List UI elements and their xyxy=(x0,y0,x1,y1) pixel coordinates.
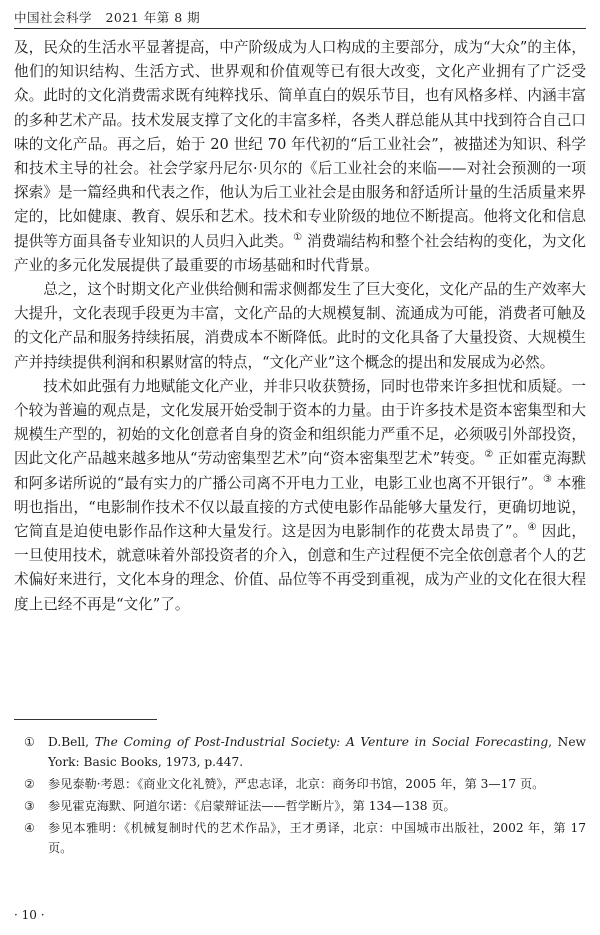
paragraph-3: 技术如此强有力地赋能文化产业，并非只收获赞扬，同时也带来许多担忧和质疑。一个较为普遍的观点是，文化发展开始受制于资本的力量。由于许多技术是资本密集型和大规模生产型的，初始的文化创意者自身的资金和组织能力严重不足，必须吸引外部投资，因此文化产品越来越多地从“劳动密集型艺术”向“资本密集型艺术”转变。② 正如霍克海默和阿多诺所说的“最有实力的广播公司离不开电力工业，电影工业也离不开银行”。③ 本雅明也指出，“电影制作技术不仅以最直接的方式使电影作品能够大量发行，更确切地说，它简直是迫使电影作品作这种大量发行。这是因为电影制作的花费太昂贵了”。④ 因此，一旦使用技术，就意味着外部投资者的介入，创意和生产过程便不完全依创意者个人的艺术偏好来进行，文化本身的理念、价值、品位等不再受到重视，成为产业的文化在很大程度上已经不再是“文化”了。 xyxy=(14,377,587,613)
footnote-2: ② 参见泰勒·考恩：《商业文化礼赞》，严忠志译，北京：商务印书馆，2005 年，第 3—17 页。 xyxy=(14,774,586,794)
footnote-number: ② xyxy=(24,777,35,791)
footnote-ref-3[interactable]: ③ xyxy=(542,473,552,485)
footnote-4: ④ 参见本雅明：《机械复制时代的艺术作品》，王才勇译，北京：中国城市出版社，2002 年，第 17 页。 xyxy=(14,818,586,858)
footnote-rule xyxy=(14,719,157,720)
footnote-ref-4[interactable]: ④ xyxy=(527,522,537,534)
body-text xyxy=(14,36,586,617)
footnote-number: ③ xyxy=(24,799,35,813)
page-number: · 10 · xyxy=(14,908,45,922)
running-header xyxy=(14,8,200,26)
journal-title: 中国社会科学 xyxy=(14,10,93,25)
footnote-ref-2[interactable]: ② xyxy=(484,449,494,461)
book-title: The Coming of Post-Industrial Society: A Venture in Social Forecasting xyxy=(94,735,549,749)
issue-label: 2021 年第 8 期 xyxy=(105,10,201,25)
header-rule xyxy=(14,28,586,29)
paragraph-2: 总之，这个时期文化产业供给侧和需求侧都发生了巨大变化，文化产品的生产效率大大提升，文化表现手段更为丰富，文化产品的大规模复制、流通成为可能，消费者可触及的文化产品和服务持续拓展，消费成本不断降低。此时的文化具备了大量投资、大规模生产并持续提供利润和积累财富的特点，“文化产业”这个概念的提出和发展成为必然。 xyxy=(14,281,586,371)
footnote-ref-1[interactable]: ① xyxy=(293,231,303,243)
footnote-number: ④ xyxy=(24,821,35,835)
footnote-number: ① xyxy=(24,735,35,749)
paragraph-1: 及，民众的生活水平显著提高，中产阶级成为人口构成的主要部分，成为“大众”的主体，他们的知识结构、生活方式、世界观和价值观等已有很大改变，文化产业拥有了广泛受众。此时的文化消费需求既有纯粹找乐、简单直白的娱乐节目，也有风格多样、内涵丰富的多种艺术产品。技术发展支撑了文化的丰富多样，各类人群总能从其中找到符合自己口味的文化产品。再之后，始于 20 世纪 70 年代初的“后工业社会”，被描述为知识、科学和技术主导的社会。社会学家丹尼尔·贝尔的《后工业社会的来临——对社会预测的一项探索》是一篇经典和代表之作，他认为后工业社会是由服务和舒适所计量的生活质量来界定的，比如健康、教育、娱乐和艺术。技术和专业阶级的地位不断提高。他将文化和信息提供等方面具备专业知识的人员归入此类。① 消费端结构和整个社会结构的变化，为文化产业的多元化发展提供了最重要的市场基础和时代背景。 xyxy=(14,39,586,274)
footnote-1: ① D.Bell, The Coming of Post-Industrial Society: A Venture in Social Forecasting, New York: Basic Books, 1973, p.447. xyxy=(14,732,586,772)
footnotes xyxy=(14,732,586,860)
footnote-3: ③ 参见霍克海默、阿道尔诺：《启蒙辩证法——哲学断片》，第 134—138 页。 xyxy=(14,796,586,816)
